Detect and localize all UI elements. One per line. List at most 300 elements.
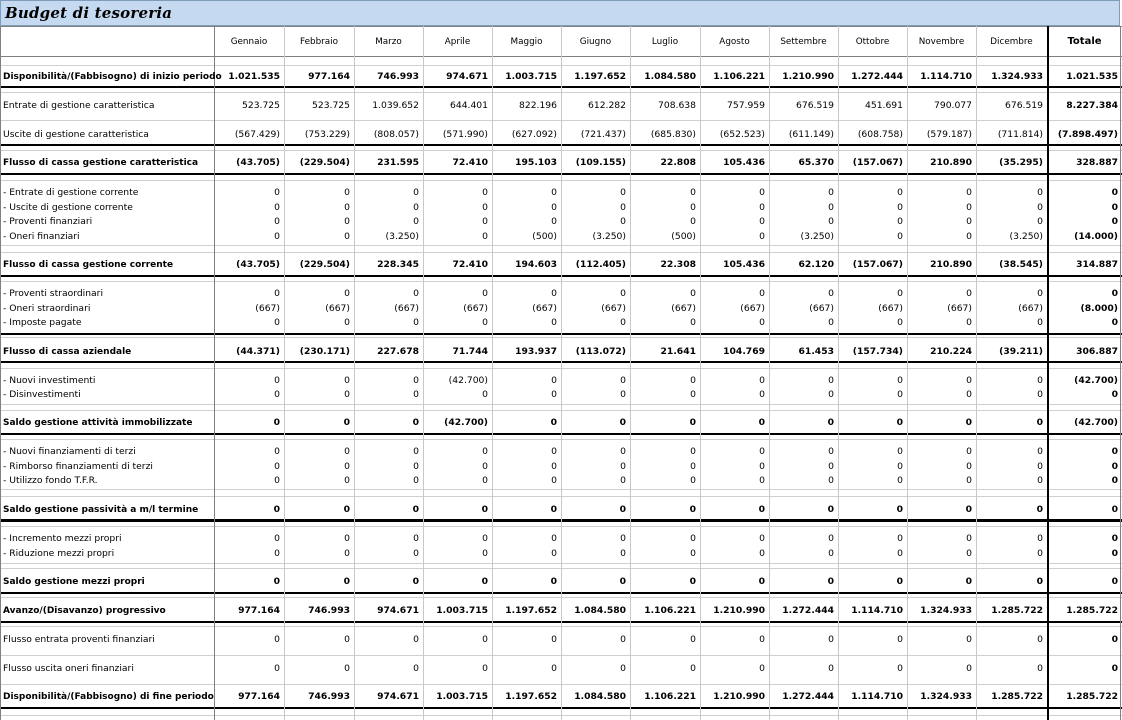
value-cell[interactable]: 0	[274, 216, 280, 227]
value-cell[interactable]: 757.959	[727, 100, 765, 111]
value-cell[interactable]: (500)	[532, 231, 557, 242]
value-cell[interactable]: 0	[343, 504, 350, 515]
value-cell[interactable]: 0	[965, 576, 972, 587]
value-cell[interactable]: 0	[413, 663, 419, 674]
value-cell[interactable]: 0	[690, 216, 696, 227]
value-cell[interactable]: (39.211)	[999, 346, 1043, 357]
value-cell[interactable]: 328.887	[1076, 157, 1118, 168]
value-cell[interactable]: 0	[759, 317, 765, 328]
value-cell[interactable]: 0	[482, 389, 488, 400]
value-cell[interactable]: 0	[1111, 288, 1118, 299]
value-cell[interactable]: 0	[1037, 389, 1043, 400]
value-cell[interactable]: 974.671	[377, 605, 419, 616]
value-cell[interactable]: 194.603	[515, 259, 557, 270]
value-cell[interactable]: (579.187)	[926, 129, 972, 140]
value-cell[interactable]: 0	[828, 475, 834, 486]
value-cell[interactable]: 0	[690, 288, 696, 299]
value-cell[interactable]: 193.937	[515, 346, 557, 357]
value-cell[interactable]: 0	[412, 417, 419, 428]
value-cell[interactable]: 0	[413, 548, 419, 559]
value-cell[interactable]: 0	[827, 576, 834, 587]
value-cell[interactable]: 0	[896, 504, 903, 515]
value-cell[interactable]: (711.814)	[997, 129, 1043, 140]
value-cell[interactable]: (112.405)	[575, 259, 626, 270]
value-cell[interactable]: 0	[551, 187, 557, 198]
value-cell[interactable]: 0	[620, 663, 626, 674]
value-cell[interactable]: 977.164	[238, 691, 280, 702]
value-cell[interactable]: 0	[620, 288, 626, 299]
value-cell[interactable]: 0	[413, 461, 419, 472]
value-cell[interactable]: 62.120	[798, 259, 834, 270]
value-cell[interactable]: 746.993	[308, 605, 350, 616]
value-cell[interactable]: (608.758)	[857, 129, 903, 140]
value-cell[interactable]: (3.250)	[385, 231, 419, 242]
value-cell[interactable]: (3.250)	[592, 231, 626, 242]
value-cell[interactable]: 1.210.990	[782, 71, 834, 82]
value-cell[interactable]: 0	[689, 576, 696, 587]
value-cell[interactable]: 0	[828, 446, 834, 457]
value-cell[interactable]: 0	[966, 187, 972, 198]
value-cell[interactable]: 0	[1037, 634, 1043, 645]
value-cell[interactable]: 0	[1037, 548, 1043, 559]
value-cell[interactable]: 0	[897, 461, 903, 472]
value-cell[interactable]: 0	[1037, 461, 1043, 472]
value-cell[interactable]: 0	[481, 504, 488, 515]
value-cell[interactable]: 0	[690, 389, 696, 400]
value-cell[interactable]: 0	[827, 504, 834, 515]
value-cell[interactable]: (667)	[671, 303, 696, 314]
value-cell[interactable]: 0	[690, 475, 696, 486]
value-cell[interactable]: 0	[759, 634, 765, 645]
value-cell[interactable]: 0	[966, 231, 972, 242]
value-cell[interactable]: 1.197.652	[574, 71, 626, 82]
value-cell[interactable]: 0	[759, 548, 765, 559]
value-cell[interactable]: 0	[1111, 446, 1118, 457]
value-cell[interactable]: 0	[1111, 634, 1118, 645]
value-cell[interactable]: 0	[551, 389, 557, 400]
value-cell[interactable]: 0	[620, 389, 626, 400]
value-cell[interactable]: 0	[897, 288, 903, 299]
value-cell[interactable]: 1.003.715	[505, 71, 557, 82]
value-cell[interactable]: 0	[759, 231, 765, 242]
value-cell[interactable]: 1.324.933	[920, 691, 972, 702]
value-cell[interactable]: 1.285.722	[1066, 691, 1118, 702]
value-cell[interactable]: 0	[551, 663, 557, 674]
value-cell[interactable]: 0	[274, 663, 280, 674]
value-cell[interactable]: 708.638	[658, 100, 696, 111]
value-cell[interactable]: 1.039.652	[372, 100, 419, 111]
value-cell[interactable]: 210.890	[930, 157, 972, 168]
value-cell[interactable]: 0	[1111, 187, 1118, 198]
value-cell[interactable]: 0	[482, 663, 488, 674]
value-cell[interactable]: 0	[344, 663, 350, 674]
value-cell[interactable]: 0	[274, 288, 280, 299]
value-cell[interactable]: 0	[1111, 461, 1118, 472]
value-cell[interactable]: 0	[344, 216, 350, 227]
value-cell[interactable]: 0	[273, 504, 280, 515]
value-cell[interactable]: 0	[966, 461, 972, 472]
value-cell[interactable]: 0	[1037, 317, 1043, 328]
value-cell[interactable]: 0	[1111, 548, 1118, 559]
value-cell[interactable]: 0	[344, 548, 350, 559]
value-cell[interactable]: 0	[897, 375, 903, 386]
value-cell[interactable]: 0	[896, 417, 903, 428]
value-cell[interactable]: 0	[897, 446, 903, 457]
value-cell[interactable]: 228.345	[377, 259, 419, 270]
value-cell[interactable]: 1.285.722	[1066, 605, 1118, 616]
value-cell[interactable]: 105.436	[723, 259, 765, 270]
value-cell[interactable]: 0	[274, 231, 280, 242]
value-cell[interactable]: 0	[482, 634, 488, 645]
value-cell[interactable]: 0	[1037, 475, 1043, 486]
value-cell[interactable]: 0	[690, 663, 696, 674]
value-cell[interactable]: 0	[690, 446, 696, 457]
value-cell[interactable]: 0	[689, 417, 696, 428]
value-cell[interactable]: 0	[1036, 576, 1043, 587]
value-cell[interactable]: 8.227.384	[1066, 100, 1118, 111]
value-cell[interactable]: 0	[344, 231, 350, 242]
value-cell[interactable]: 0	[550, 576, 557, 587]
value-cell[interactable]: 644.401	[450, 100, 488, 111]
value-cell[interactable]: 1.197.652	[505, 691, 557, 702]
value-cell[interactable]: (43.705)	[236, 259, 280, 270]
value-cell[interactable]: 0	[966, 548, 972, 559]
value-cell[interactable]: 0	[966, 389, 972, 400]
value-cell[interactable]: 0	[1036, 504, 1043, 515]
value-cell[interactable]: (157.734)	[852, 346, 903, 357]
value-cell[interactable]: 1.003.715	[436, 691, 488, 702]
value-cell[interactable]: (229.504)	[299, 157, 350, 168]
value-cell[interactable]: 0	[413, 202, 419, 213]
value-cell[interactable]: (667)	[463, 303, 488, 314]
value-cell[interactable]: 1.106.221	[644, 605, 696, 616]
value-cell[interactable]: 22.308	[660, 259, 696, 270]
value-cell[interactable]: 0	[274, 548, 280, 559]
value-cell[interactable]: 306.887	[1076, 346, 1118, 357]
value-cell[interactable]: (44.371)	[236, 346, 280, 357]
value-cell[interactable]: 0	[828, 634, 834, 645]
value-cell[interactable]: 0	[897, 187, 903, 198]
value-cell[interactable]: 0	[828, 202, 834, 213]
value-cell[interactable]: (667)	[809, 303, 834, 314]
value-cell[interactable]: 0	[966, 634, 972, 645]
value-cell[interactable]: 314.887	[1076, 259, 1118, 270]
value-cell[interactable]: 0	[344, 634, 350, 645]
value-cell[interactable]: 0	[274, 461, 280, 472]
value-cell[interactable]: 1.084.580	[644, 71, 696, 82]
value-cell[interactable]: 105.436	[723, 157, 765, 168]
value-cell[interactable]: 210.890	[930, 259, 972, 270]
value-cell[interactable]: 0	[1111, 317, 1118, 328]
value-cell[interactable]: 0	[897, 548, 903, 559]
value-cell[interactable]: 0	[344, 475, 350, 486]
value-cell[interactable]: 0	[482, 475, 488, 486]
value-cell[interactable]: (42.700)	[444, 417, 488, 428]
value-cell[interactable]: 0	[966, 202, 972, 213]
value-cell[interactable]: 0	[343, 417, 350, 428]
value-cell[interactable]: 0	[344, 317, 350, 328]
value-cell[interactable]: 676.519	[1005, 100, 1043, 111]
value-cell[interactable]: 0	[966, 446, 972, 457]
value-cell[interactable]: 0	[619, 576, 626, 587]
value-cell[interactable]: (721.437)	[580, 129, 626, 140]
value-cell[interactable]: 0	[413, 187, 419, 198]
value-cell[interactable]: 0	[551, 461, 557, 472]
value-cell[interactable]: 0	[413, 533, 419, 544]
value-cell[interactable]: (667)	[532, 303, 557, 314]
value-cell[interactable]: 0	[690, 548, 696, 559]
value-cell[interactable]: 0	[690, 202, 696, 213]
value-cell[interactable]: 1.106.221	[713, 71, 765, 82]
value-cell[interactable]: 0	[412, 576, 419, 587]
value-cell[interactable]: 72.410	[452, 157, 488, 168]
value-cell[interactable]: 0	[413, 475, 419, 486]
value-cell[interactable]: 0	[344, 533, 350, 544]
value-cell[interactable]: (8.000)	[1080, 303, 1118, 314]
value-cell[interactable]: 746.993	[308, 691, 350, 702]
value-cell[interactable]: 0	[481, 576, 488, 587]
value-cell[interactable]: (571.990)	[442, 129, 488, 140]
value-cell[interactable]: 0	[1037, 288, 1043, 299]
value-cell[interactable]: 0	[828, 288, 834, 299]
value-cell[interactable]: 0	[482, 202, 488, 213]
value-cell[interactable]: 0	[759, 375, 765, 386]
value-cell[interactable]: 0	[620, 187, 626, 198]
value-cell[interactable]: 0	[551, 475, 557, 486]
value-cell[interactable]: 0	[897, 231, 903, 242]
value-cell[interactable]: 0	[551, 533, 557, 544]
value-cell[interactable]: 1.003.715	[436, 605, 488, 616]
value-cell[interactable]: 0	[966, 663, 972, 674]
value-cell[interactable]: 0	[273, 417, 280, 428]
value-cell[interactable]: 0	[828, 548, 834, 559]
value-cell[interactable]: 21.641	[660, 346, 696, 357]
value-cell[interactable]: 0	[1111, 576, 1118, 587]
value-cell[interactable]: 0	[1111, 216, 1118, 227]
value-cell[interactable]: 1.114.710	[920, 71, 972, 82]
value-cell[interactable]: (113.072)	[575, 346, 626, 357]
value-cell[interactable]: 65.370	[798, 157, 834, 168]
value-cell[interactable]: 0	[482, 317, 488, 328]
value-cell[interactable]: (38.545)	[999, 259, 1043, 270]
value-cell[interactable]: 0	[1036, 417, 1043, 428]
value-cell[interactable]: 0	[482, 288, 488, 299]
value-cell[interactable]: 790.077	[934, 100, 972, 111]
value-cell[interactable]: 0	[620, 475, 626, 486]
value-cell[interactable]: 0	[620, 216, 626, 227]
value-cell[interactable]: 22.808	[660, 157, 696, 168]
value-cell[interactable]: 1.114.710	[851, 691, 903, 702]
value-cell[interactable]: 0	[620, 446, 626, 457]
value-cell[interactable]: 0	[274, 389, 280, 400]
value-cell[interactable]: 0	[828, 317, 834, 328]
value-cell[interactable]: 0	[827, 417, 834, 428]
value-cell[interactable]: (667)	[947, 303, 972, 314]
value-cell[interactable]: 1.021.535	[1066, 71, 1118, 82]
value-cell[interactable]: 0	[759, 663, 765, 674]
value-cell[interactable]: 0	[551, 317, 557, 328]
value-cell[interactable]: 612.282	[588, 100, 626, 111]
value-cell[interactable]: 0	[828, 533, 834, 544]
value-cell[interactable]: (667)	[601, 303, 626, 314]
value-cell[interactable]: (230.171)	[299, 346, 350, 357]
value-cell[interactable]: 0	[551, 446, 557, 457]
value-cell[interactable]: 0	[828, 389, 834, 400]
value-cell[interactable]: 0	[274, 533, 280, 544]
value-cell[interactable]: 0	[1111, 533, 1118, 544]
value-cell[interactable]: 0	[1111, 663, 1118, 674]
value-cell[interactable]: 0	[274, 634, 280, 645]
value-cell[interactable]: (500)	[671, 231, 696, 242]
value-cell[interactable]: 0	[759, 533, 765, 544]
value-cell[interactable]: 0	[412, 504, 419, 515]
value-cell[interactable]: 974.671	[446, 71, 488, 82]
value-cell[interactable]: 0	[551, 375, 557, 386]
value-cell[interactable]: (43.705)	[236, 157, 280, 168]
value-cell[interactable]: (14.000)	[1074, 231, 1118, 242]
value-cell[interactable]: 0	[482, 548, 488, 559]
value-cell[interactable]: 0	[897, 663, 903, 674]
value-cell[interactable]: 977.164	[308, 71, 350, 82]
value-cell[interactable]: 0	[897, 475, 903, 486]
value-cell[interactable]: 0	[966, 288, 972, 299]
value-cell[interactable]: 0	[344, 375, 350, 386]
value-cell[interactable]: (42.700)	[1074, 375, 1118, 386]
value-cell[interactable]: 0	[274, 375, 280, 386]
value-cell[interactable]: 0	[274, 317, 280, 328]
value-cell[interactable]: 0	[759, 475, 765, 486]
value-cell[interactable]: 1.210.990	[713, 605, 765, 616]
value-cell[interactable]: 822.196	[519, 100, 557, 111]
value-cell[interactable]: 0	[344, 187, 350, 198]
value-cell[interactable]: 0	[897, 389, 903, 400]
value-cell[interactable]: 0	[759, 461, 765, 472]
value-cell[interactable]: 0	[690, 461, 696, 472]
value-cell[interactable]: 0	[759, 446, 765, 457]
value-cell[interactable]: 0	[966, 375, 972, 386]
value-cell[interactable]: 0	[897, 216, 903, 227]
value-cell[interactable]: (667)	[1018, 303, 1043, 314]
value-cell[interactable]: 0	[620, 317, 626, 328]
value-cell[interactable]: 977.164	[238, 605, 280, 616]
value-cell[interactable]: 0	[413, 317, 419, 328]
value-cell[interactable]: 0	[1037, 446, 1043, 457]
value-cell[interactable]: (667)	[740, 303, 765, 314]
value-cell[interactable]: (157.067)	[852, 259, 903, 270]
value-cell[interactable]: 0	[413, 216, 419, 227]
value-cell[interactable]: 0	[550, 417, 557, 428]
value-cell[interactable]: (42.700)	[1074, 417, 1118, 428]
value-cell[interactable]: 1.197.652	[505, 605, 557, 616]
value-cell[interactable]: 0	[828, 461, 834, 472]
value-cell[interactable]: 0	[758, 504, 765, 515]
value-cell[interactable]: (627.092)	[511, 129, 557, 140]
value-cell[interactable]: 61.453	[798, 346, 834, 357]
value-cell[interactable]: 104.769	[723, 346, 765, 357]
value-cell[interactable]: 1.084.580	[574, 691, 626, 702]
value-cell[interactable]: 0	[619, 417, 626, 428]
value-cell[interactable]: (157.067)	[852, 157, 903, 168]
value-cell[interactable]: 0	[759, 187, 765, 198]
value-cell[interactable]: 451.691	[865, 100, 903, 111]
value-cell[interactable]: 0	[482, 216, 488, 227]
value-cell[interactable]: 0	[690, 634, 696, 645]
value-cell[interactable]: 0	[690, 317, 696, 328]
value-cell[interactable]: 0	[344, 461, 350, 472]
value-cell[interactable]: 0	[482, 231, 488, 242]
value-cell[interactable]: (42.700)	[448, 375, 488, 386]
value-cell[interactable]: 231.595	[377, 157, 419, 168]
value-cell[interactable]: 0	[897, 634, 903, 645]
value-cell[interactable]: 0	[966, 317, 972, 328]
value-cell[interactable]: 0	[273, 576, 280, 587]
value-cell[interactable]: 0	[965, 504, 972, 515]
value-cell[interactable]: (685.830)	[650, 129, 696, 140]
value-cell[interactable]: 72.410	[452, 259, 488, 270]
value-cell[interactable]: (667)	[394, 303, 419, 314]
value-cell[interactable]: 1.021.535	[228, 71, 280, 82]
value-cell[interactable]: (611.149)	[788, 129, 834, 140]
value-cell[interactable]: 1.114.710	[851, 605, 903, 616]
value-cell[interactable]: 1.272.444	[851, 71, 903, 82]
value-cell[interactable]: 0	[828, 663, 834, 674]
value-cell[interactable]: 0	[1037, 202, 1043, 213]
value-cell[interactable]: 1.324.933	[991, 71, 1043, 82]
value-cell[interactable]: 0	[413, 288, 419, 299]
value-cell[interactable]: 0	[620, 634, 626, 645]
value-cell[interactable]: 0	[620, 202, 626, 213]
value-cell[interactable]: 195.103	[515, 157, 557, 168]
value-cell[interactable]: 0	[620, 548, 626, 559]
value-cell[interactable]: 0	[965, 417, 972, 428]
value-cell[interactable]: 0	[274, 187, 280, 198]
value-cell[interactable]: 0	[413, 634, 419, 645]
value-cell[interactable]: 0	[620, 533, 626, 544]
value-cell[interactable]: 0	[1037, 216, 1043, 227]
value-cell[interactable]: 1.324.933	[920, 605, 972, 616]
value-cell[interactable]: 0	[966, 533, 972, 544]
value-cell[interactable]: 0	[897, 533, 903, 544]
value-cell[interactable]: 1.285.722	[991, 605, 1043, 616]
value-cell[interactable]: 676.519	[796, 100, 834, 111]
value-cell[interactable]: 0	[828, 187, 834, 198]
value-cell[interactable]: 0	[1037, 375, 1043, 386]
value-cell[interactable]: (229.504)	[299, 259, 350, 270]
value-cell[interactable]: 0	[897, 202, 903, 213]
value-cell[interactable]: 227.678	[377, 346, 419, 357]
value-cell[interactable]: (3.250)	[1009, 231, 1043, 242]
value-cell[interactable]: 0	[551, 216, 557, 227]
value-cell[interactable]: 0	[1111, 475, 1118, 486]
value-cell[interactable]: 0	[759, 389, 765, 400]
value-cell[interactable]: (567.429)	[234, 129, 280, 140]
value-cell[interactable]: 0	[690, 187, 696, 198]
value-cell[interactable]: 210.224	[930, 346, 972, 357]
value-cell[interactable]: 1.106.221	[644, 691, 696, 702]
value-cell[interactable]: 1.272.444	[782, 691, 834, 702]
value-cell[interactable]: 523.725	[242, 100, 280, 111]
value-cell[interactable]: 0	[274, 202, 280, 213]
value-cell[interactable]: 0	[759, 216, 765, 227]
value-cell[interactable]: (3.250)	[800, 231, 834, 242]
value-cell[interactable]: 0	[344, 446, 350, 457]
value-cell[interactable]: 0	[1037, 663, 1043, 674]
value-cell[interactable]: 0	[966, 216, 972, 227]
value-cell[interactable]: 0	[690, 375, 696, 386]
value-cell[interactable]: 0	[274, 475, 280, 486]
value-cell[interactable]: 0	[689, 504, 696, 515]
value-cell[interactable]: (753.229)	[304, 129, 350, 140]
